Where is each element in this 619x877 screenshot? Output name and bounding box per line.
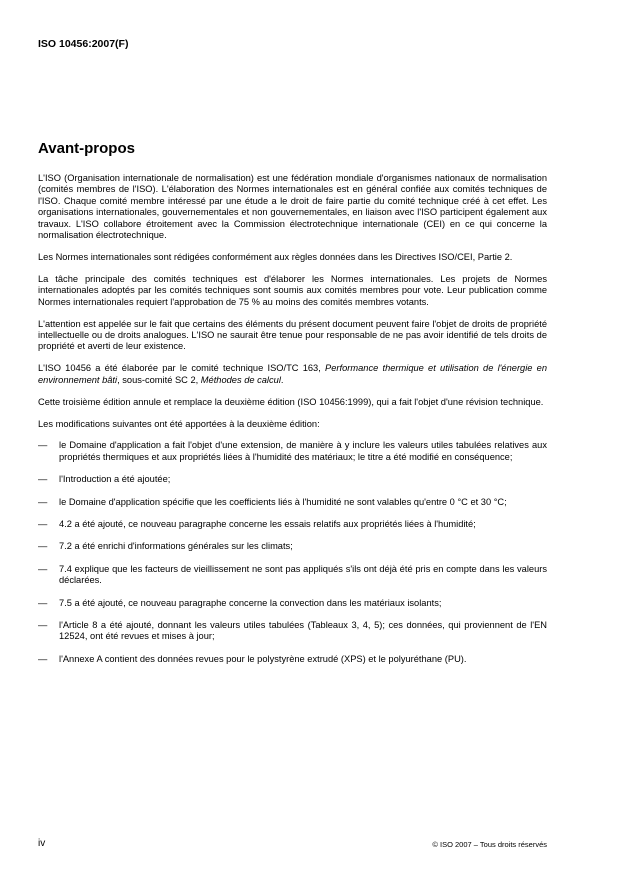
list-item-text: le Domaine d'application spécifie que les coefficients liés à l'humidité ne sont valables qu'entre 0 °C et 30 °C;: [59, 496, 507, 507]
dash-bullet: —: [38, 620, 48, 631]
modifications-list: [38, 440, 547, 665]
subcommittee-title: Méthodes de calcul: [200, 374, 281, 385]
paragraph-technical-committees: La tâche principale des comités techniques est d'élaborer les Normes internationales. Les projets de Normes internationales adoptés par les comités techniques sont soumis aux comités membres pour vote. Leur publication comme Normes internationales requiert l'approbation de 75 % au moins des comités membres votants.: [38, 273, 547, 307]
list-item: [38, 654, 547, 665]
dash-bullet: —: [38, 597, 48, 608]
list-item: [38, 497, 547, 508]
list-item-text: 7.5 a été ajouté, ce nouveau paragraphe concerne la convection dans les matériaux isolants;: [59, 597, 442, 608]
list-item-text: 7.2 a été enrichi d'informations générales sur les climats;: [59, 541, 293, 552]
paragraph-directives: Les Normes internationales sont rédigées conformément aux règles données dans les Directives ISO/CEI, Partie 2.: [38, 251, 513, 262]
page-title: Avant-propos: [38, 140, 135, 157]
list-item: [38, 474, 547, 485]
list-item: [38, 440, 547, 463]
sentence-end: .: [280, 374, 284, 385]
page-number: iv: [38, 838, 46, 849]
list-item-text: le Domaine d'application a fait l'objet d'une extension, de manière à y inclure les valeurs utiles tabulées relatives aux propriétés thermiques et aux propriétés liées à l'humidité des matériaux; le titre a été modifié en conséquence;: [59, 440, 547, 462]
list-item-text: l'Introduction a été ajoutée;: [59, 474, 171, 485]
paragraph-edition: Cette troisième édition annule et remplace la deuxième édition (ISO 10456:1999), qui a fait l'objet d'une révision technique.: [38, 396, 544, 407]
dash-bullet: —: [38, 541, 48, 552]
paragraph-iso-organisation: L'ISO (Organisation internationale de normalisation) est une fédération mondiale d'organismes nationaux de normalisation (comités membres de l'ISO). L'élaboration des Normes internationales est en général confiée aux comités techniques de l'ISO. Chaque comité membre intéressé par une étude a le droit de faire partie du comité technique créé à cet effet. Les organisations internationales, gouvernementales et non gouvernementales, en liaison avec l'ISO participent également aux travaux. L'ISO collabore étroitement avec la Commission électrotechnique internationale (CEI) en ce qui concerne la normalisation électrotechnique.: [38, 173, 547, 241]
subcommittee-text: , sous-comité SC 2,: [117, 374, 201, 385]
list-item-text: 4.2 a été ajouté, ce nouveau paragraphe concerne les essais relatifs aux propriétés liées à l'humidité;: [59, 519, 476, 530]
list-item-text: 7.4 explique que les facteurs de vieillissement ne sont pas appliqués s'ils ont déjà été pris en compte dans les valeurs déclarées.: [59, 563, 547, 586]
list-item: [38, 541, 547, 552]
copyright-notice: © ISO 2007 – Tous droits réservés: [432, 840, 547, 849]
dash-bullet: —: [38, 563, 48, 574]
dash-bullet: —: [38, 653, 48, 664]
dash-bullet: —: [38, 440, 48, 451]
list-item-text: l'Article 8 a été ajouté, donnant les valeurs utiles tabulées (Tableaux 3, 4, 5); ces données, qui proviennent de l'EN 12524, ont été revues et mises à jour;: [59, 620, 547, 642]
list-item: [38, 598, 547, 609]
paragraph-prepared-by: [38, 363, 547, 386]
committee-title: Performance thermique et utilisation de l'énergie en environnement bâti: [38, 363, 548, 385]
dash-bullet: —: [38, 474, 48, 485]
dash-bullet: —: [38, 496, 48, 507]
dash-bullet: —: [38, 519, 48, 530]
list-item-text: l'Annexe A contient des données revues pour le polystyrène extrudé (XPS) et le polyuréthane (PU).: [59, 653, 467, 664]
list-item: [38, 519, 547, 530]
paragraph-modifications-intro: Les modifications suivantes ont été apportées à la deuxième édition:: [38, 418, 320, 429]
list-item: [38, 620, 547, 643]
list-item: [38, 564, 547, 587]
document-code: ISO 10456:2007(F): [38, 38, 129, 50]
foreword-body: [38, 173, 547, 676]
paragraph-patent-rights: L'attention est appelée sur le fait que certains des éléments du présent document peuvent faire l'objet de droits de propriété intellectuelle ou de droits analogues. L'ISO ne saurait être tenue pour responsable de ne pas avoir identifié de tels droits de propriété et averti de leur existence.: [38, 318, 547, 352]
prepared-by-text: L'ISO 10456 a été élaborée par le comité technique ISO/TC 163,: [38, 363, 326, 374]
